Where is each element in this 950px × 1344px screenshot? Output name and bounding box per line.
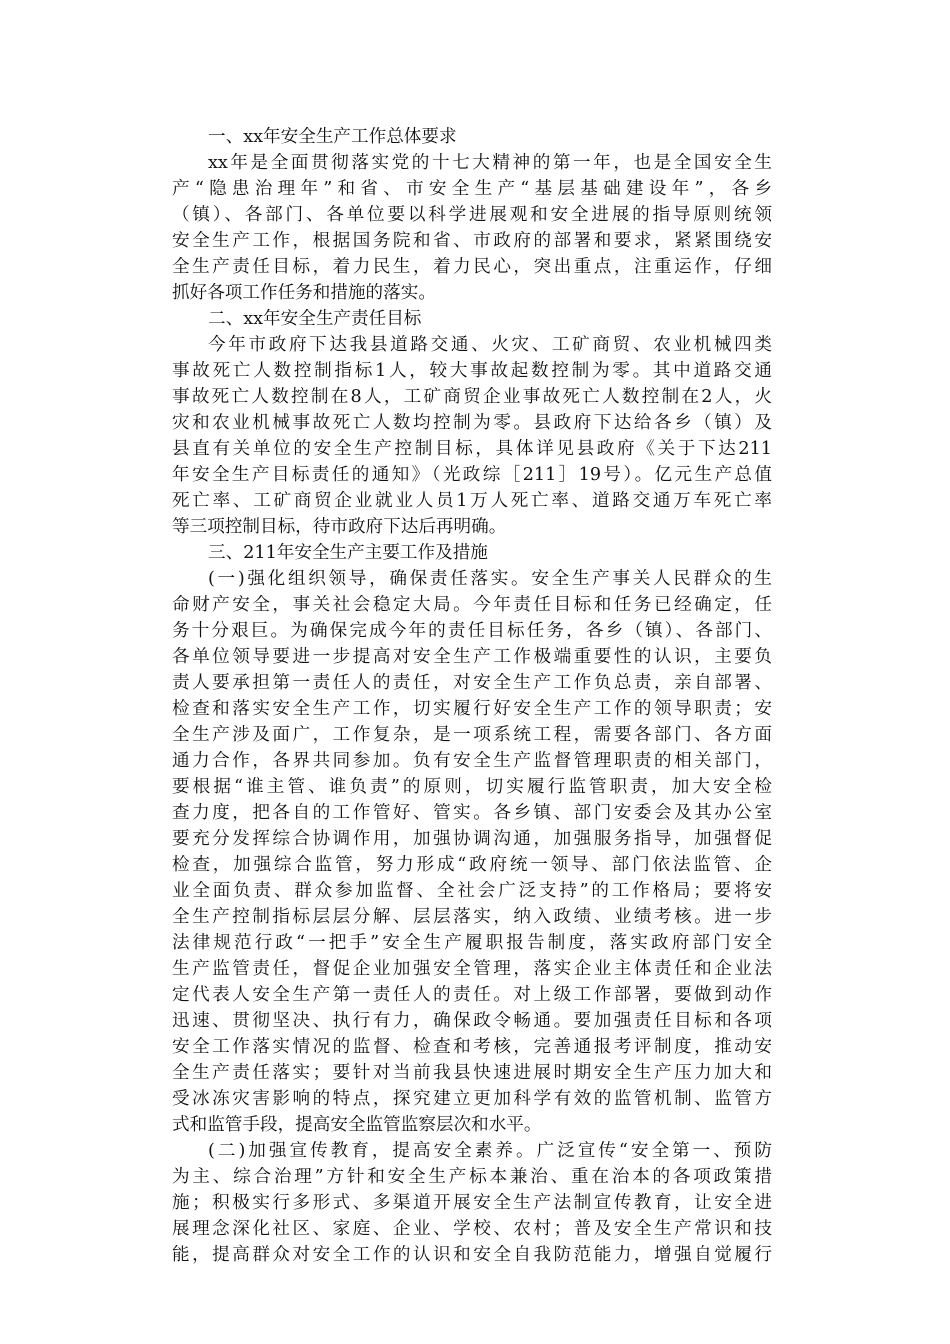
text-line: 展理念深化社区、家庭、企业、学校、农村；普及安全生产常识和技 [172, 1219, 772, 1239]
text-line: 年安全生产目标责任的通知》（光政综［211］19号）。亿元生产总值 [172, 465, 772, 485]
text-line: 全生产责任目标，着力民生，着力民心，突出重点，注重运作，仔细 [172, 257, 772, 277]
text-line: 通力合作，各界共同参加。负有安全生产监督管理职责的相关部门， [172, 751, 772, 771]
text-line: 施；积极实行多形式、多渠道开展安全生产法制宣传教育，让安全进 [172, 1193, 772, 1213]
text-line: 抓好各项工作任务和措施的落实。 [172, 283, 436, 303]
text-line: 安全生产工作，根据国务院和省、市政府的部署和要求，紧紧围绕安 [172, 231, 772, 251]
text-line: 命财产安全，事关社会稳定大局。今年责任目标和任务已经确定，任 [172, 595, 772, 615]
text-line: 为主、综合治理”方针和安全生产标本兼治、重在治本的各项政策措 [172, 1167, 772, 1187]
text-line: 务十分艰巨。为确保完成今年的责任目标任务，各乡（镇）、各部门、 [172, 621, 772, 641]
text-line: 今年市政府下达我县道路交通、火灾、工矿商贸、农业机械四类 [208, 335, 772, 355]
text-line: 检查，加强综合监管，努力形成“政府统一领导、部门依法监管、企 [172, 855, 772, 875]
text-line: 能，提高群众对安全工作的认识和安全自我防范能力，增强自觉履行 [172, 1245, 772, 1265]
document-body [172, 124, 772, 1268]
text-line: 安全工作落实情况的监督、检查和考核，完善通报考评制度，推动安 [172, 1037, 772, 1057]
text-line: （镇）、各部门、各单位要以科学进展观和安全进展的指导原则统领 [172, 205, 772, 225]
text-line: 死亡率、工矿商贸企业就业人员1万人死亡率、道路交通万车死亡率 [172, 491, 772, 511]
text-line: 全生产控制指标层层分解、层层落实，纳入政绩、业绩考核。进一步 [172, 907, 772, 927]
text-line: 生产监管责任，督促企业加强安全管理，落实企业主体责任和企业法 [172, 959, 772, 979]
text-line: 定代表人安全生产第一责任人的责任。对上级工作部署，要做到动作 [172, 985, 772, 1005]
text-line: 检查和落实安全生产工作，切实履行好安全生产工作的领导职责；安 [172, 699, 772, 719]
text-line: 全生产涉及面广，工作复杂，是一项系统工程，需要各部门、各方面 [172, 725, 772, 745]
text-line: 要充分发挥综合协调作用，加强协调沟通，加强服务指导，加强督促 [172, 829, 772, 849]
text-line: 查力度，把各自的工作管好、管实。各乡镇、部门安委会及其办公室 [172, 803, 772, 823]
text-line: 式和监管手段，提高安全监管监察层次和水平。 [172, 1115, 542, 1135]
text-line: 县直有关单位的安全生产控制目标，具体详见县政府《关于下达211 [172, 439, 772, 459]
text-line: 迅速、贯彻坚决、执行有力，确保政令畅通。要加强责任目标和各项 [172, 1011, 772, 1031]
section-heading: 二、xx年安全生产责任目标 [208, 309, 422, 329]
text-line: 等三项控制目标，待市政府下达后再明确。 [172, 517, 507, 537]
text-line: (一)强化组织领导，确保责任落实。安全生产事关人民群众的生 [208, 569, 772, 589]
text-line: 责人要承担第一责任人的责任，对安全生产工作负总责，亲自部署、 [172, 673, 772, 693]
text-line: 要根据“谁主管、谁负责”的原则，切实履行监管职责，加大安全检 [172, 777, 772, 797]
section-heading: 三、211年安全生产主要工作及措施 [208, 543, 488, 563]
text-line: xx年是全面贯彻落实党的十七大精神的第一年，也是全国安全生 [208, 153, 772, 173]
text-line: 受冰冻灾害影响的特点，探究建立更加科学有效的监管机制、监管方 [172, 1089, 772, 1109]
text-line: 业全面负责、群众参加监督、全社会广泛支持”的工作格局；要将安 [172, 881, 772, 901]
text-line: 事故死亡人数控制指标1人，较大事故起数控制为零。其中道路交通 [172, 361, 772, 381]
text-line: 法律规范行政“一把手”安全生产履职报告制度，落实政府部门安全 [172, 933, 772, 953]
text-line: 事故死亡人数控制在8人，工矿商贸企业事故死亡人数控制在2人，火 [172, 387, 772, 407]
text-line: 灾和农业机械事故死亡人数均控制为零。县政府下达给各乡（镇）及 [172, 413, 772, 433]
text-line: 产“隐患治理年”和省、市安全生产“基层基础建设年”，各乡 [172, 179, 772, 199]
text-line: 全生产责任落实；要针对当前我县快速进展时期安全生产压力加大和 [172, 1063, 772, 1083]
text-line: (二)加强宣传教育，提高安全素养。广泛宣传“安全第一、预防 [208, 1141, 772, 1161]
text-line: 各单位领导要进一步提高对安全生产工作极端重要性的认识，主要负 [172, 647, 772, 667]
section-heading: 一、xx年安全生产工作总体要求 [208, 127, 457, 147]
